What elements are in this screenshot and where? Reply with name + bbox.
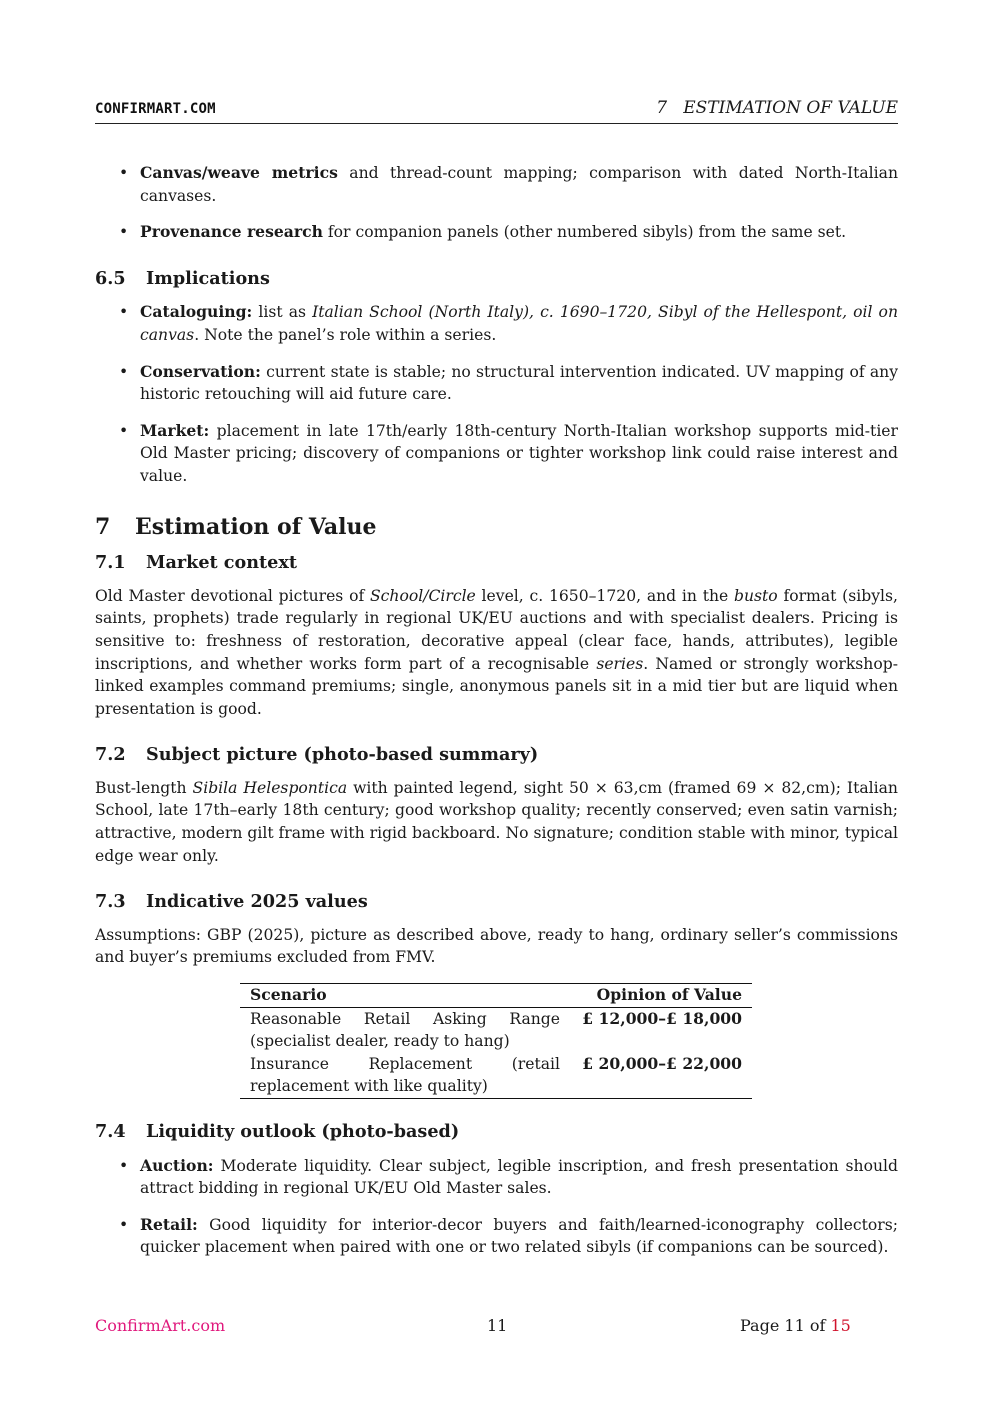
document-body [95, 162, 898, 1259]
section-heading-7: 7 Estimation of Value [95, 513, 377, 540]
list-item: • Canvas/weave metrics and thread-count mapping; comparison with dated North-Italian canvases. [95, 162, 898, 207]
column-header-value: Opinion of Value [570, 984, 752, 1008]
footer-page-count: Page 11 of 15 [740, 1316, 851, 1335]
table-row [240, 1053, 752, 1099]
value-cell: £ 12,000–£ 18,000 [582, 1008, 742, 1028]
footer-page-number: 11 [487, 1316, 508, 1335]
subject-summary-paragraph: Bust-length Sibila Helespontica with painted legend, sight 50 × 63,cm (framed 69 × 82,cm); Italian School, late 17th–early 18th century; good workshop quality; recently conserved; even satin varnish; attractive, modern gilt frame with rigid backboard. No signature; condition stable with minor, typical edge wear only. [95, 778, 898, 865]
page-header [95, 97, 898, 124]
value-cell: £ 20,000–£ 22,000 [570, 1053, 752, 1099]
confirmart-logo: CONFIRMART.COM [95, 101, 216, 117]
footer-site-link[interactable]: ConfirmArt.com [95, 1316, 226, 1335]
bullet-list-top [95, 162, 898, 244]
section-heading-7-3: 7.3 Indicative 2025 values [95, 891, 368, 913]
value-table [240, 983, 752, 1099]
assumptions-paragraph: Assumptions: GBP (2025), picture as described above, ready to hang, ordinary seller’s commissions and buyer’s premiums excluded from FMV. [95, 925, 898, 967]
column-header-scenario: Scenario [240, 984, 570, 1008]
list-item: • Retail: Good liquidity for interior-decor buyers and faith/learned-iconography collectors; quicker placement when paired with one or two related sibyls (if companions can be sourced). [95, 1214, 898, 1259]
liquidity-list [95, 1155, 898, 1259]
list-item: • Conservation: current state is stable; no structural intervention indicated. UV mapping of any historic retouching will aid future care. [95, 361, 898, 406]
footer-total-pages-link[interactable]: 15 [830, 1316, 851, 1335]
section-heading-7-4: 7.4 Liquidity outlook (photo-based) [95, 1121, 460, 1142]
running-section-title: 7 ESTIMATION OF VALUE [656, 98, 898, 118]
section-heading-6-5: 6.5 Implications [95, 267, 270, 289]
scenario-cell: Reasonable Retail Asking Range (specialist dealer, ready to hang) [250, 1009, 560, 1051]
implications-list [95, 301, 898, 487]
scenario-cell: Insurance Replacement (retail replacement with like quality) [240, 1053, 570, 1099]
table-row [240, 1007, 752, 1053]
list-item: • Provenance research for companion panels (other numbered sibyls) from the same set. [95, 221, 898, 244]
list-item: • Market: placement in late 17th/early 18th-century North-Italian workshop supports mid-tier Old Master pricing; discovery of companions or tighter workshop link could raise interest and value. [95, 420, 898, 488]
list-item: • Auction: Moderate liquidity. Clear subject, legible inscription, and fresh presentation should attract bidding in regional UK/EU Old Master sales. [95, 1155, 898, 1200]
section-heading-7-2: 7.2 Subject picture (photo-based summary) [95, 744, 539, 766]
table-header-row [240, 984, 752, 1008]
market-context-paragraph: Old Master devotional pictures of School/Circle level, c. 1650–1720, and in the busto format (sibyls, saints, prophets) trade regularly in regional UK/EU auctions and with specialist dealers. Pricing is sensitive to: freshness of restoration, decorative appeal (clear face, hands, attributes), legible inscriptions, and whether works form part of a recognisable series. Named or strongly workshop-linked examples command premiums; single, anonymous panels sit in a mid tier but are liquid when presentation is good. [95, 586, 898, 718]
section-heading-7-1: 7.1 Market context [95, 552, 297, 574]
list-item: • Cataloguing: list as Italian School (North Italy), c. 1690–1720, Sibyl of the Hellespont, oil on canvas. Note the panel’s role within a series. [95, 301, 898, 346]
